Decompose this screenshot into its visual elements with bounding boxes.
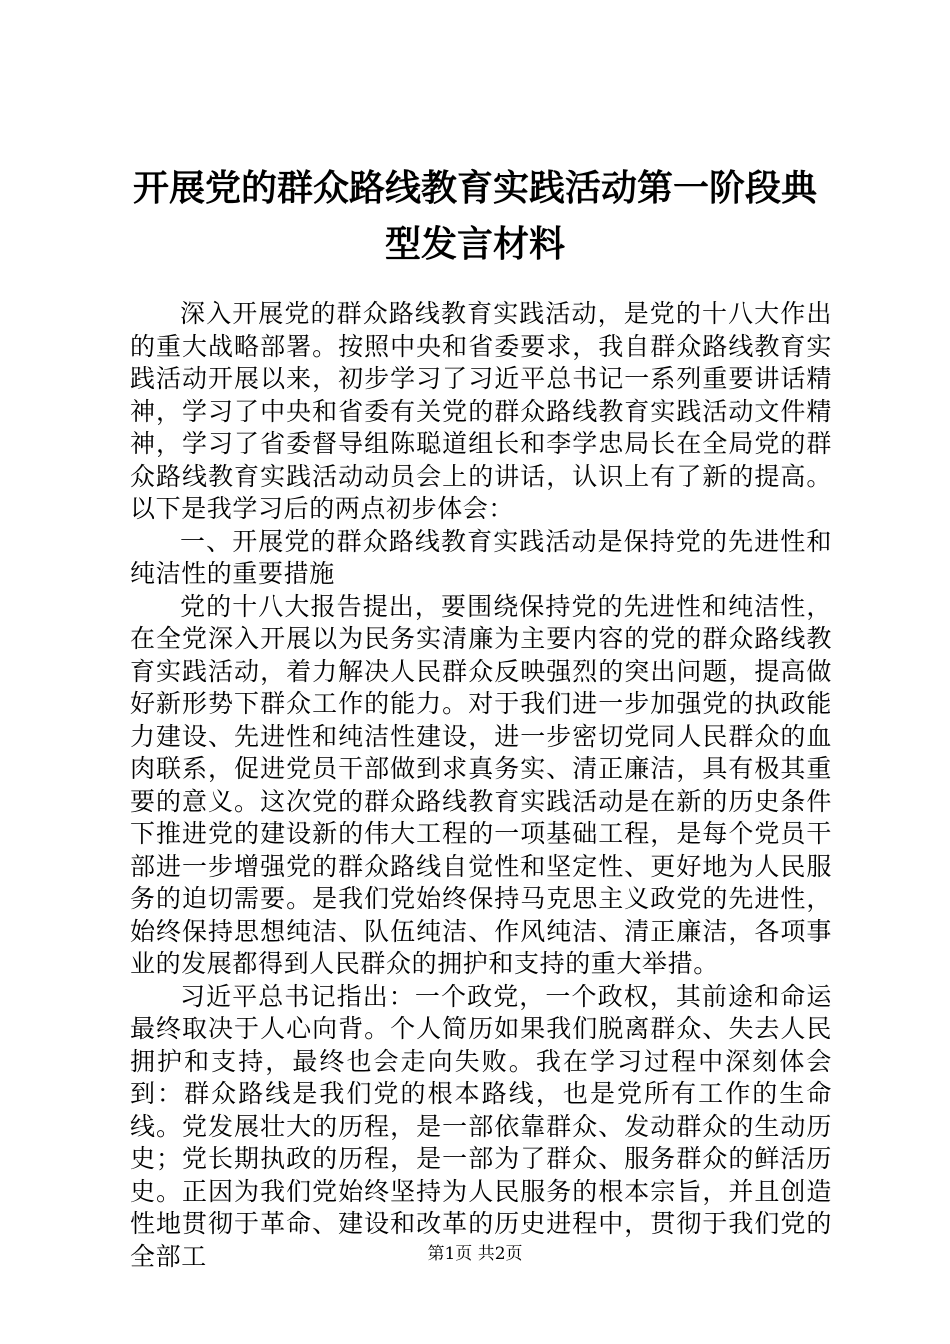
paragraph-intro: 深入开展党的群众路线教育实践活动，是党的十八大作出的重大战略部署。按照中央和省委要求，我自群众路线教育实践活动开展以来，初步学习了习近平总书记一系列重要讲话精神，学习了中央和省委有关党的群众路线教育实践活动文件精神，学习了省委督导组陈聪道组长和李学忠局长在全局党的群众路线教育实践活动动员会上的讲话，认识上有了新的提高。以下是我学习后的两点初步体会： xyxy=(130,299,832,523)
paragraph-xi-quote: 习近平总书记指出：一个政党，一个政权，其前途和命运最终取决于人心向背。个人简历如果我们脱离群众、失去人民拥护和支持，最终也会走向失败。我在学习过程中深刻体会到：群众路线是我们党的根本路线，也是党所有工作的生命线。党发展壮大的历程，是一部依靠群众、发动群众的生动历史；党长期执政的历程，是一部为了群众、服务群众的鲜活历史。正因为我们党始终坚持为人民服务的根本宗旨，并且创造性地贯彻于革命、建设和改革的历史进程中，贯彻于我们党的全部工 xyxy=(130,981,832,1271)
paragraph-section-heading: 一、开展党的群众路线教育实践活动是保持党的先进性和纯洁性的重要措施 xyxy=(130,526,832,588)
document-body xyxy=(130,298,832,1273)
document-title: 开展党的群众路线教育实践活动第一阶段典型发言材料 xyxy=(132,167,817,265)
paragraph-report: 党的十八大报告提出，要围绕保持党的先进性和纯洁性，在全党深入开展以为民务实清廉为主要内容的党的群众路线教育实践活动，着力解决人民群众反映强烈的突出问题，提高做好新形势下群众工作的能力。对于我们进一步加强党的执政能力建设、先进性和纯洁性建设，进一步密切党同人民群众的血肉联系，促进党员干部做到求真务实、清正廉洁，具有极其重要的意义。这次党的群众路线教育实践活动是在新的历史条件下推进党的建设新的伟大工程的一项基础工程，是每个党员干部进一步增强党的群众路线自觉性和坚定性、更好地为人民服务的迫切需要。是我们党始终保持马克思主义政党的先进性，始终保持思想纯洁、队伍纯洁、作风纯洁、清正廉洁，各项事业的发展都得到人民群众的拥护和支持的重大举措。 xyxy=(130,591,832,978)
page-footer: 第1页 共2页 xyxy=(427,1244,523,1264)
